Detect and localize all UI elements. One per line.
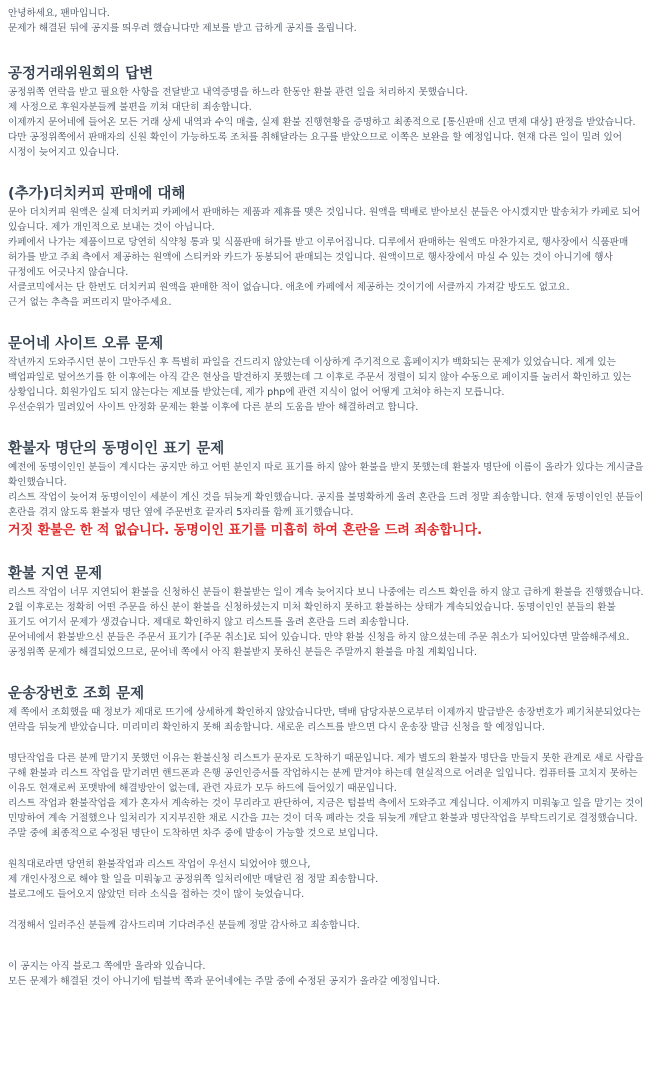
paragraph: 원칙대로라면 당연히 환불작업과 리스트 작업이 우선시 되었어야 했으나, — [8, 859, 311, 870]
paragraph: 블로그에도 들어오지 않았던 터라 소식을 접하는 것이 많이 늦었습니다. — [8, 889, 305, 900]
paragraph: 문어네에서 환불받으신 분들은 주문서 표기가 [주문 취소]로 되어 있습니다. 만약 환불 신청을 하지 않으셨는데 주문 취소가 되어있다면 말씀해주세요. 공정위쪽 문제가 해결되었으므로, 문어네 쪽에서 아직 환불받지 못하신 분들은 주말까지 환불을 마칠 계획입니다. — [8, 632, 630, 658]
paragraph: 카페에서 나가는 제품이므로 당연히 식약청 통과 및 식품판매 허가를 받고 이루어집니다. 디루에서 판매하는 원액도 마찬가지로, 행사장에서 식품판매 허가를 받고 주최 측에서 제공하는 원액에 스티커와 카드가 동봉되어 판매되는 것입니다. 원액이므로 행사장에서 마실 수 있는 것이 아니기에 행사 규정에도 어긋나지 않습니다. — [8, 237, 629, 278]
paragraph: 작년까지 도와주시던 분이 그만두신 후 특별히 파일을 건드리지 않았는데 이상하게 주기적으로 홈페이지가 백화되는 문제가 있었습니다. 제게 있는 백업파일로 덮어쓰기를 한 이후에는 아직 같은 현상을 발견하지 못했는데 그 이후로 주문서 정렬이 되지 않아 수동으로 페이지를 눌러서 확인하고 있는 상황입니다. 회원가입도 되지 않는다는 제보를 받았는데, 제가 php에 관련 지식이 없어 어떻게 고쳐야 하는지 모릅니다. — [8, 357, 632, 398]
section-namesake — [8, 439, 644, 540]
paragraph: 모든 문제가 해결된 것이 아니기에 텀블벅 쪽과 문어네에는 주말 중에 수정된 공지가 올라갈 예정입니다. — [8, 976, 440, 987]
section-heading: 환불자 명단의 동명이인 표기 문제 — [8, 441, 225, 457]
closing-group-2 — [8, 857, 644, 902]
paragraph: 서클코믹에서는 단 한번도 더치커피 원액을 판매한 적이 없습니다. 애초에 카페에서 제공하는 것이기에 서클까지 가져갈 방도도 없고요. — [8, 282, 570, 293]
section-tracking-number — [8, 684, 644, 735]
paragraph: 리스트 작업과 환불작업을 제가 혼자서 계속하는 것이 무리라고 판단하여, 지금은 텀블벅 측에서 도와주고 계십니다. 이제까지 미뤄놓고 일을 맡기는 것이 민망하여 계속 거절했으나 일처리가 지지부진한 채로 시간을 끄는 것이 더욱 폐라는 것을 뒤늦게 깨닫고 환불과 명단작업을 부탁드리기로 결정했습니다. 주말 중에 최종적으로 수정된 명단이 도착하면 차주 중에 발송이 가능할 것으로 보입니다. — [8, 798, 644, 839]
paragraph: 문아 더치커피 원액은 실제 더치커피 카페에서 판매하는 제품과 제휴를 맺은 것입니다. 원액을 택배로 받아보신 분들은 아시겠지만 발송처가 카페로 되어 있습니다. 제가 개인적으로 보내는 것이 아닙니다. — [8, 207, 641, 233]
closing-group-4 — [8, 959, 644, 989]
paragraph: 다만 공정위쪽에서 판매자의 신원 확인이 가능하도록 조처를 취해달라는 요구를 받았으므로 이쪽은 보완을 할 예정입니다. 현재 다른 일이 밀려 있어 시정이 늦어지고 있습니다. — [8, 132, 622, 158]
paragraph: 명단작업을 다른 분께 맡기지 못했던 이유는 환불신청 리스트가 문자로 도착하기 때문입니다. 제가 별도의 환불자 명단을 만들지 못한 관계로 새로 사람을 구해 환불과 리스트 작업을 맡기려면 핸드폰과 은행 공인인증서를 작업하시는 분께 맡겨야 하는데 현실적으로 어려운 일입니다. 컴퓨터를 고치지 못하는 이유도 현재로써 포맷밖에 해결방안이 없는데, 관련 자료가 모두 하드에 들어있기 때문입니다. — [8, 753, 644, 794]
section-heading: 공정거래위원회의 답변 — [8, 66, 154, 82]
closing-group-3 — [8, 918, 644, 933]
section-ftc-answer — [8, 64, 644, 160]
intro — [8, 6, 644, 36]
paragraph: 공정위쪽 연락을 받고 필요한 사항을 전달받고 내역증명을 하느라 한동안 환불 관련 일을 처리하지 못했습니다. — [8, 87, 468, 98]
warning-statement: 거짓 환불은 한 적 없습니다. 동명이인 표기를 미흡히 하여 혼란을 드려 죄송합니다. — [8, 523, 483, 538]
section-heading: 환불 지연 문제 — [8, 566, 103, 582]
section-heading: (추가)더치커피 판매에 대해 — [8, 186, 186, 202]
paragraph: 걱정해서 일러주신 분들께 감사드리며 기다려주신 분들께 정말 감사하고 죄송합니다. — [8, 920, 360, 931]
section-site-error — [8, 334, 644, 415]
paragraph: 근거 없는 추측을 퍼뜨리지 말아주세요. — [8, 297, 172, 308]
section-heading: 운송장번호 조회 문제 — [8, 686, 145, 702]
intro-line: 문제가 해결된 뒤에 공지를 띄우려 했습니다만 제보를 받고 급하게 공지를 올립니다. — [8, 23, 357, 34]
paragraph: 제 사정으로 후원자분들께 불편을 끼쳐 대단히 죄송합니다. — [8, 102, 252, 113]
paragraph: 이제까지 문어네에 들어온 모든 거래 상세 내역과 수익 매출, 실제 환불 진행현황을 증명하고 최종적으로 [통신판매 신고 면제 대상] 판정을 받았습니다. — [8, 117, 636, 128]
paragraph: 제 쪽에서 조회했을 때 정보가 제대로 뜨기에 상세하게 확인하지 않았습니다만, 택배 담당자분으로부터 이제까지 발급받은 송장번호가 폐기처분되었다는 연락을 뒤늦게 받았습니다. 미리미리 확인하지 못해 죄송합니다. 새로운 리스트를 받으면 다시 운송장 발급 신청을 할 예정입니다. — [8, 707, 641, 733]
section-refund-delay — [8, 564, 644, 660]
paragraph: 예전에 동명이인인 분들이 계시다는 공지만 하고 어떤 분인지 따로 표기를 하지 않아 환불을 받지 못했는데 환불자 명단에 이름이 올라가 있다는 게시글을 확인했습니다. — [8, 462, 644, 488]
paragraph: 이 공지는 아직 블로그 쪽에만 올라와 있습니다. — [8, 961, 206, 972]
section-heading: 문어네 사이트 오류 문제 — [8, 336, 164, 352]
closing-group-1 — [8, 751, 644, 841]
paragraph: 우선순위가 밀려있어 사이트 안정화 문제는 환불 이후에 다른 분의 도움을 받아 해결하려고 합니다. — [8, 402, 419, 413]
paragraph: 제 개인사정으로 해야 할 일을 미뤄놓고 공정위쪽 일처리에만 매달린 점 정말 죄송합니다. — [8, 874, 379, 885]
intro-line: 안녕하세요, 팬마입니다. — [8, 8, 110, 19]
section-dutch-coffee — [8, 184, 644, 310]
paragraph: 리스트 작업이 늦어져 동명이인이 세분이 계신 것을 뒤늦게 확인했습니다. 공지를 불명확하게 올려 혼란을 드려 정말 죄송합니다. 현재 동명이인인 분들이 혼란을 겪지 않도록 환불자 명단 옆에 주문번호 끝자리 5자리를 함께 표기했습니다. — [8, 492, 644, 518]
paragraph: 리스트 작업이 너무 지연되어 환불을 신청하신 분들이 환불받는 일이 계속 늦어지다 보니 나중에는 리스트 확인을 하지 않고 급하게 환불을 진행했습니다. 2월 이후로는 정확히 어떤 주문을 하신 분이 환불을 신청하셨는지 미처 확인하지 못하고 환불하는 상태가 계속되었습니다. 동명이인인 분들의 환불 표기도 여기서 문제가 생겼습니다. 제대로 확인하지 않고 리스트를 올려 혼란을 드려 죄송합니다. — [8, 587, 644, 628]
